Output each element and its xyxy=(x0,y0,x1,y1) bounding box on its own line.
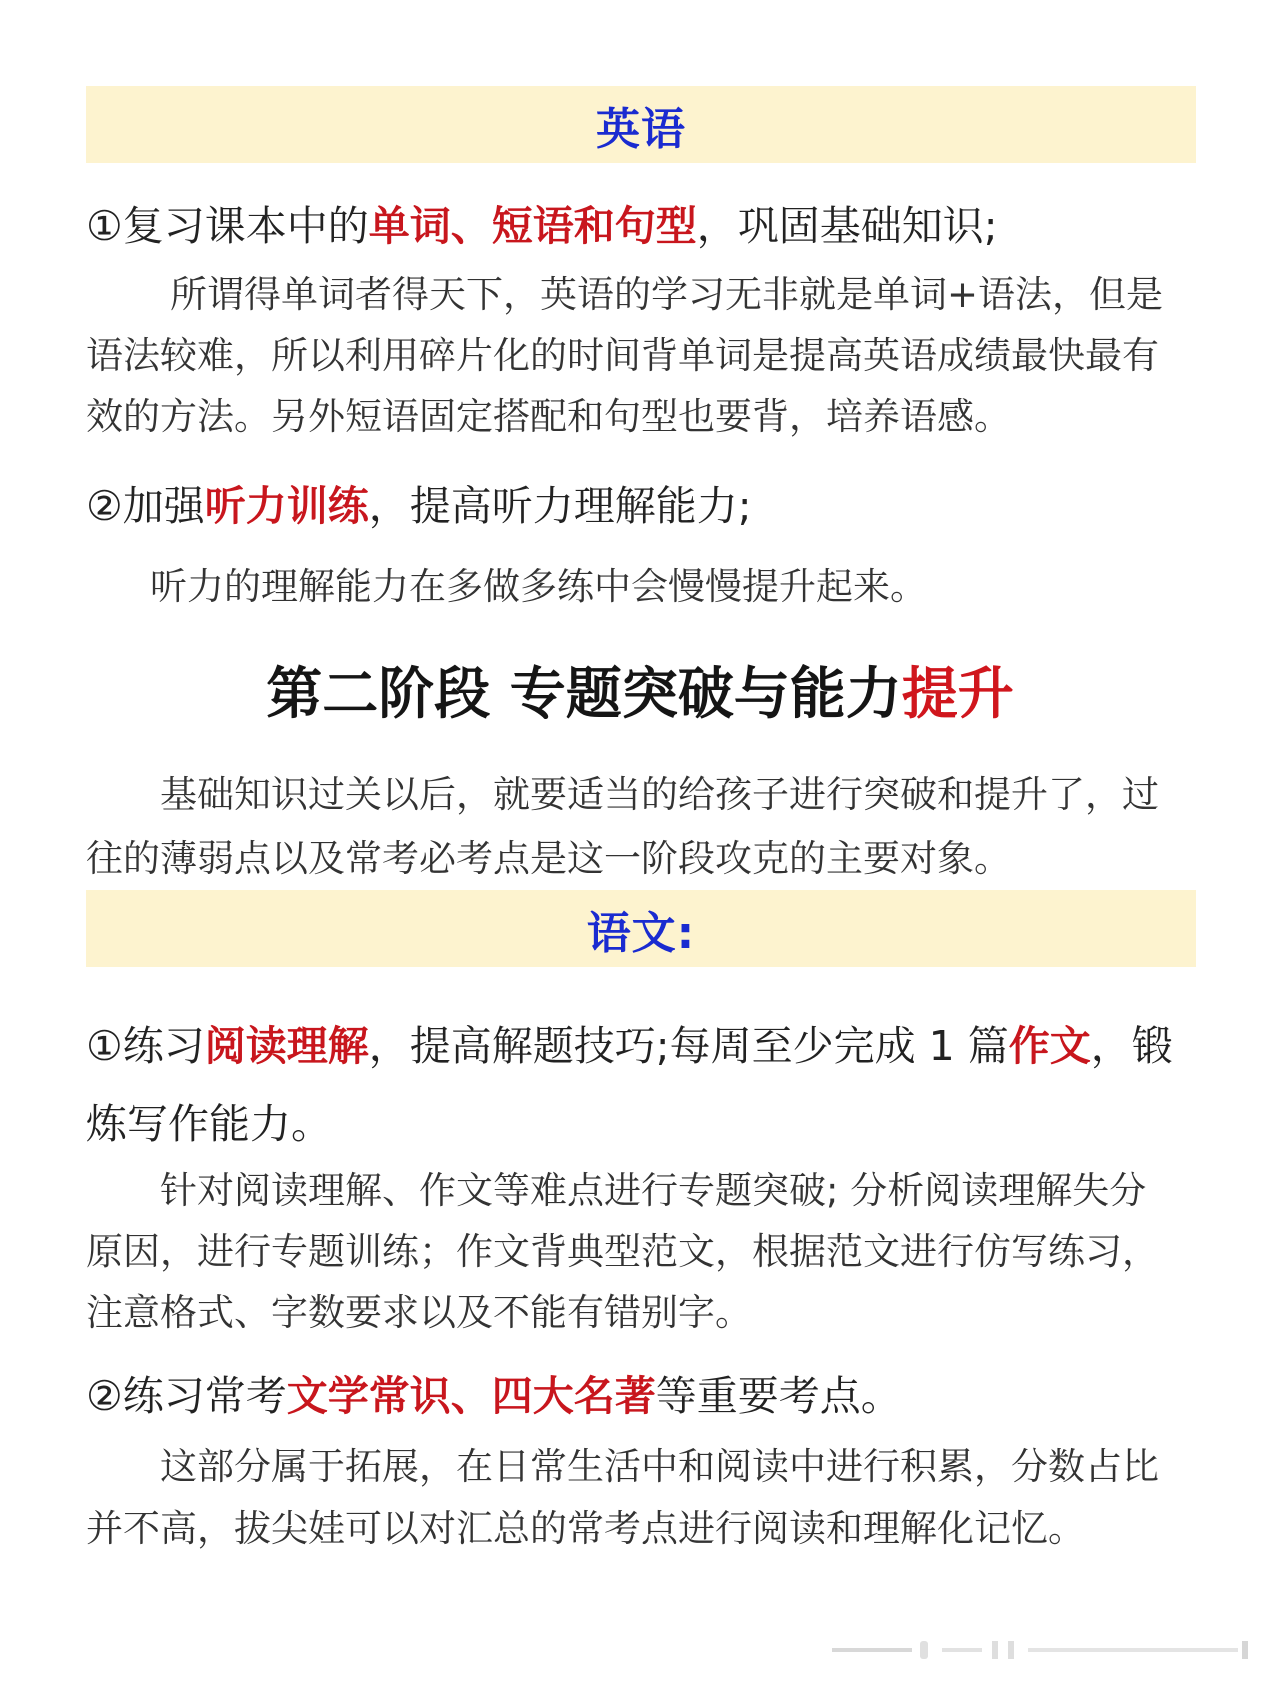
chinese-point-1-lead: ①练习 xyxy=(86,1022,205,1070)
chinese-p1-desc-line-3: 注意格式、字数要求以及不能有错别字。 xyxy=(86,1291,752,1334)
english-p1-desc-line-3: 效的方法。另外短语固定搭配和句型也要背，培养语感。 xyxy=(86,395,1011,438)
stage-2-title: 第二阶段 专题突破与能力 xyxy=(266,662,902,727)
chinese-section-title: 语文: xyxy=(586,907,696,959)
english-p1-desc-line-2: 语法较难，所以利用碎片化的时间背单词是提高英语成绩最快最有 xyxy=(86,334,1159,377)
english-point-2-rest: ，提高听力理解能力; xyxy=(368,482,752,530)
english-point-1-lead: ①复习课本中的 xyxy=(86,202,369,250)
stage-2-title-highlight: 提升 xyxy=(901,662,1014,727)
chinese-point-1-highlight-essay: 作文 xyxy=(1008,1022,1091,1070)
english-point-1-highlight: 单词、短语和句型 xyxy=(368,202,697,250)
english-section-title: 英语 xyxy=(596,103,686,155)
chinese-point-1-line-2: 炼写作能力。 xyxy=(86,1100,332,1148)
stage-2-heading xyxy=(0,650,1280,730)
english-point-1 xyxy=(86,202,998,250)
chinese-p2-desc-line-2: 并不高，拔尖娃可以对汇总的常考点进行阅读和理解化记忆。 xyxy=(86,1507,1085,1550)
english-header-band xyxy=(86,86,1196,163)
chinese-point-2-lead: ②练习常考 xyxy=(86,1372,287,1420)
english-point-2 xyxy=(86,482,752,530)
chinese-point-2-highlight: 文学常识、四大名著 xyxy=(286,1372,656,1420)
english-p2-desc: 听力的理解能力在多做多练中会慢慢提升起来。 xyxy=(150,565,927,608)
watermark-icon xyxy=(832,1639,1252,1661)
english-point-1-rest: ，巩固基础知识; xyxy=(696,202,998,250)
chinese-p1-desc-line-2: 原因，进行专题训练；作文背典型范文，根据范文进行仿写练习， xyxy=(86,1230,1159,1273)
english-p1-desc-line-1: 所谓得单词者得天下，英语的学习无非就是单词+语法，但是 xyxy=(170,273,1164,316)
stage-2-desc-line-2: 往的薄弱点以及常考必考点是这一阶段攻克的主要对象。 xyxy=(86,837,1011,880)
chinese-point-1-rest: ，锻 xyxy=(1090,1022,1173,1070)
chinese-point-1-highlight-reading: 阅读理解 xyxy=(204,1022,369,1070)
english-point-2-lead: ②加强 xyxy=(86,482,205,530)
chinese-p1-desc-line-1: 针对阅读理解、作文等难点进行专题突破; 分析阅读理解失分 xyxy=(160,1169,1147,1212)
chinese-point-1 xyxy=(86,1022,1173,1070)
english-point-2-highlight: 听力训练 xyxy=(204,482,369,530)
chinese-point-2-rest: 等重要考点。 xyxy=(655,1372,902,1420)
chinese-point-2 xyxy=(86,1372,902,1420)
chinese-point-1-middle: ，提高解题技巧;每周至少完成 1 篇 xyxy=(368,1022,1009,1070)
chinese-header-band xyxy=(86,890,1196,967)
chinese-p2-desc-line-1: 这部分属于拓展，在日常生活中和阅读中进行积累，分数占比 xyxy=(160,1445,1159,1488)
stage-2-desc-line-1: 基础知识过关以后，就要适当的给孩子进行突破和提升了，过 xyxy=(160,773,1159,816)
